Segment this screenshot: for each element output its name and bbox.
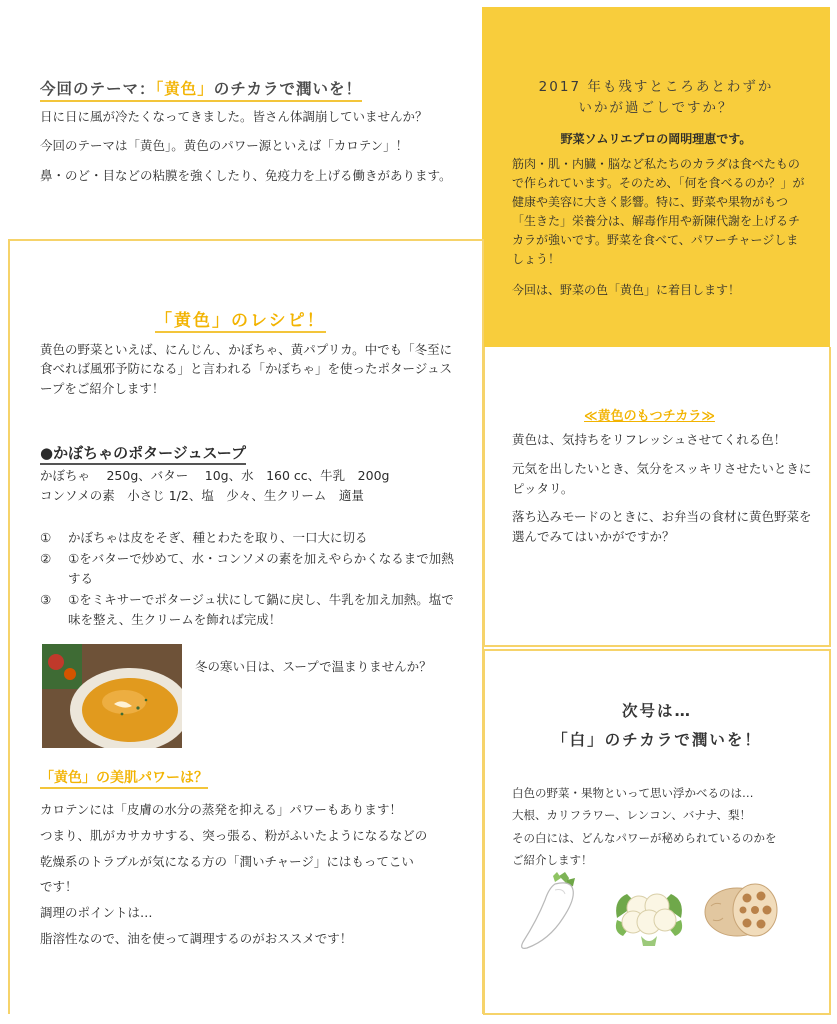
intro-heading-line: 2017 年も残すところあとわずか: [538, 79, 774, 95]
recipe-title-highlight: 「黄色」: [155, 311, 231, 331]
skin-line: 乾燥系のトラブルが気になる方の「潤いチャージ」にはもってこい: [40, 853, 414, 869]
theme-title-suffix: のチカラで潤いを！: [213, 80, 362, 98]
recipe-intro: 黄色の野菜といえば、にんじん、かぼちゃ、黄パプリカ。中でも「冬至に食べれば風邪予防になる」と言われる「かぼちゃ」を使ったポタージュスープをご紹介します！: [40, 342, 453, 396]
skin-line: 脂溶性なので、油を使って調理するのがおススメです！: [40, 930, 353, 946]
ingredients-line: かぼちゃ 250g、バター 10g、水 160 cc、牛乳 200g: [40, 468, 390, 483]
recipe-step: [40, 528, 460, 547]
skin-line: カロテンには「皮膚の水分の蒸発を抑える」パワーもあります！: [40, 802, 402, 817]
recipe-steps: [40, 528, 460, 631]
lotus-root-icon: [703, 876, 783, 950]
skin-title-suffix: の美肌パワーは？: [96, 770, 208, 786]
power-body: [512, 430, 812, 556]
step-number: ③: [40, 592, 52, 608]
theme-line: 今回のテーマは「黄色」。黄色のパワー源といえば「カロテン」！: [40, 138, 409, 154]
next-line: ご紹介します！: [512, 853, 593, 868]
soup-title: ●かぼちゃのポタージュスープ: [40, 442, 246, 465]
recipe-title: [155, 306, 326, 333]
cauliflower-icon: [611, 878, 687, 954]
ingredients-line: コンソメの素 小さじ 1/2、塩 少々、生クリーム 適量: [40, 488, 364, 503]
intro-box: [482, 7, 830, 347]
power-paragraph: 元気を出したいとき、気分をスッキリさせたいときにピッタリ。: [512, 460, 812, 496]
next-line: 大根、カリフラワー、レンコン、バナナ、梨！: [512, 808, 752, 823]
theme-line: 日に日に風が冷たくなってきました。皆さん体調崩していませんか？: [40, 109, 428, 124]
power-paragraph: 落ち込みモードのときに、お弁当の食材に黄色野菜を選んでみてはいかがですか？: [512, 509, 812, 544]
next-line: 白色の野菜・果物といって思い浮かべるのは…: [512, 786, 754, 800]
intro-body: 筋肉・肌・内臓・脳など私たちのカラダは食べたもので作られています。そのため、「何を食べるのか？」が健康や美容に大きく影響。特に、野菜や果物がもつ「生きた」栄養分は、解毒作用や新陳代謝を上げるチカラが強いです。野菜を食べて、パワーチャージしましょう！: [512, 157, 805, 266]
step-number: ②: [40, 551, 52, 567]
step-text: ①をバターで炒めて、水・コンソメの素を加えやらかくなるまで加熱する: [68, 551, 454, 586]
recipe-step: [40, 549, 460, 588]
next-heading-line: 「白」のチカラで潤いを！: [552, 731, 762, 750]
skin-body: [40, 797, 470, 952]
skin-line: つまり、肌がカサカサする、突っ張る、粉がふいたようになるなどの: [40, 827, 428, 843]
skin-title: [40, 767, 208, 789]
theme-title-prefix: 今回のテーマ：: [40, 80, 156, 98]
skin-line: です！: [40, 879, 78, 895]
next-body: [512, 782, 812, 872]
intro-heading-line: いかが過ごしですか？: [578, 99, 734, 116]
skin-title-highlight: 「黄色」: [40, 770, 96, 786]
theme-line: 鼻・のど・目などの粘膜を強くしたり、免疫力を上げる働きがあります。: [40, 167, 452, 183]
next-line: その白には、どんなパワーが秘められているのかを: [512, 830, 777, 845]
step-text: ①をミキサーでポタージュ状にして鍋に戻し、牛乳を加え加熱。塩で味を整え、生クリームを飾れば完成！: [68, 592, 454, 627]
power-paragraph: 黄色は、気持ちをリフレッシュさせてくれる色！: [512, 432, 787, 447]
daikon-icon: [515, 870, 595, 954]
theme-title-highlight: 「黄色」: [155, 80, 214, 98]
photo-caption: 冬の寒い日は、スープで温まりませんか？: [195, 659, 432, 674]
intro-note: 今回は、野菜の色「黄色」に着目します！: [512, 283, 741, 297]
power-title: ≪黄色のもつチカラ≫: [584, 409, 715, 424]
theme-body: [40, 107, 460, 195]
next-heading-line: 次号は…: [621, 702, 692, 720]
recipe-title-suffix: のレシピ！: [231, 311, 326, 331]
skin-line: 調理のポイントは…: [40, 905, 153, 920]
soup-bowl-illustration: [42, 644, 182, 748]
step-number: ①: [40, 530, 52, 545]
recipe-step: [40, 590, 460, 629]
soup-photo: [42, 644, 182, 748]
intro-heading: [482, 77, 830, 119]
theme-title: [40, 77, 362, 102]
ingredients: [40, 466, 460, 506]
step-text: かぼちゃは皮をそぎ、種とわたを取り、一口大に切る: [68, 530, 368, 545]
intro-author: 野菜ソムリエプロの岡明理恵です。: [560, 132, 752, 146]
next-heading: [483, 697, 831, 756]
